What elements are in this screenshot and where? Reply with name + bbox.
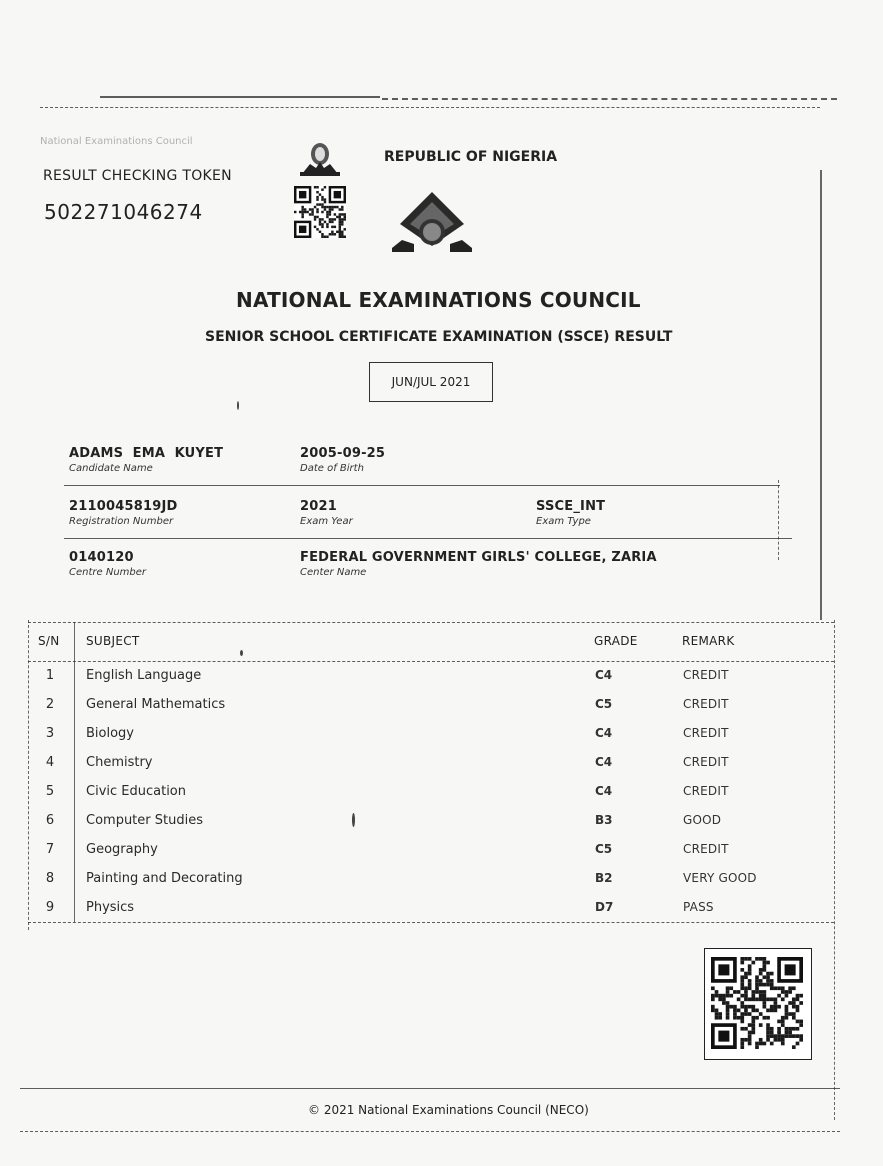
row-remark: VERY GOOD bbox=[683, 871, 757, 885]
top-border-line bbox=[100, 96, 380, 98]
row-sn: 9 bbox=[45, 900, 55, 915]
info-right-tick bbox=[778, 480, 779, 560]
registration-number-field bbox=[69, 499, 177, 527]
dob-field bbox=[300, 446, 385, 474]
centre-name-field bbox=[300, 550, 657, 578]
dob-value: 2005-09-25 bbox=[300, 446, 386, 461]
row-grade: B2 bbox=[595, 871, 613, 885]
footer-top-line bbox=[20, 1088, 840, 1089]
table-top-border bbox=[28, 622, 834, 623]
row-subject: Biology bbox=[86, 726, 134, 741]
scan-speck bbox=[237, 401, 239, 410]
candidate-name-label: Candidate Name bbox=[69, 463, 153, 474]
row-sn: 6 bbox=[45, 813, 55, 828]
qr-code-icon bbox=[294, 186, 346, 238]
dob-label: Date of Birth bbox=[300, 463, 364, 474]
row-remark: CREDIT bbox=[683, 755, 729, 769]
centre-number-label: Centre Number bbox=[69, 567, 147, 578]
candidate-name-field bbox=[69, 446, 223, 474]
row-sn: 7 bbox=[45, 842, 55, 857]
issuer-faded-text: National Examinations Council bbox=[40, 136, 193, 147]
top-border-line-right bbox=[382, 98, 837, 100]
row-remark: CREDIT bbox=[683, 668, 729, 682]
table-bottom-border bbox=[28, 922, 834, 923]
country-title: REPUBLIC OF NIGERIA bbox=[384, 149, 558, 165]
column-header-sn: S/N bbox=[38, 634, 60, 648]
row-remark: CREDIT bbox=[683, 784, 729, 798]
left-page-border bbox=[28, 620, 29, 930]
table-header-border bbox=[28, 661, 834, 662]
right-page-border bbox=[820, 170, 822, 620]
info-divider-1 bbox=[64, 485, 780, 486]
row-subject: Chemistry bbox=[86, 755, 153, 770]
exam-type-value: SSCE_INT bbox=[536, 499, 606, 514]
row-grade: C5 bbox=[595, 697, 613, 711]
council-title: NATIONAL EXAMINATIONS COUNCIL bbox=[236, 288, 641, 312]
row-sn: 2 bbox=[45, 697, 55, 712]
neco-logo-icon bbox=[392, 190, 472, 258]
top-border-line-inner bbox=[40, 107, 820, 108]
scan-speck bbox=[352, 813, 355, 827]
registration-number-label: Registration Number bbox=[69, 516, 174, 527]
row-subject: English Language bbox=[86, 668, 202, 683]
row-subject: Physics bbox=[86, 900, 135, 915]
scan-speck bbox=[240, 650, 243, 656]
row-remark: PASS bbox=[683, 900, 714, 914]
exam-title: SENIOR SCHOOL CERTIFICATE EXAMINATION (SSCE) RESULT bbox=[205, 329, 673, 345]
row-subject: Civic Education bbox=[86, 784, 186, 799]
row-remark: CREDIT bbox=[683, 697, 729, 711]
footer-bottom-line bbox=[20, 1131, 840, 1132]
column-header-remark: REMARK bbox=[682, 634, 735, 648]
centre-number-value: 0140120 bbox=[69, 550, 134, 565]
right-page-border-lower bbox=[834, 620, 835, 1120]
verification-qr-code-icon bbox=[704, 948, 812, 1060]
exam-year-field bbox=[300, 499, 353, 527]
row-sn: 3 bbox=[45, 726, 55, 741]
row-grade: C4 bbox=[595, 784, 613, 798]
row-grade: C4 bbox=[595, 668, 613, 682]
exam-type-label: Exam Type bbox=[536, 516, 591, 527]
column-header-grade: GRADE bbox=[594, 634, 638, 648]
row-grade: C4 bbox=[595, 755, 613, 769]
exam-year-value: 2021 bbox=[300, 499, 337, 514]
token-title: RESULT CHECKING TOKEN bbox=[43, 168, 232, 184]
row-remark: GOOD bbox=[683, 813, 722, 827]
copyright-text: © 2021 National Examinations Council (NECO) bbox=[308, 1103, 589, 1117]
session-badge: JUN/JUL 2021 bbox=[369, 362, 493, 402]
coat-of-arms-icon bbox=[296, 138, 344, 178]
row-sn: 4 bbox=[45, 755, 55, 770]
registration-number-value: 2110045819JD bbox=[69, 499, 178, 514]
row-grade: D7 bbox=[595, 900, 614, 914]
row-subject: Painting and Decorating bbox=[86, 871, 243, 886]
info-divider-2 bbox=[64, 538, 792, 539]
row-remark: CREDIT bbox=[683, 842, 729, 856]
row-grade: C4 bbox=[595, 726, 613, 740]
row-subject: General Mathematics bbox=[86, 697, 226, 712]
row-grade: B3 bbox=[595, 813, 613, 827]
exam-type-field bbox=[536, 499, 605, 527]
centre-name-label: Center Name bbox=[300, 567, 367, 578]
row-subject: Computer Studies bbox=[86, 813, 203, 828]
table-col-divider bbox=[74, 622, 75, 922]
candidate-name-value: ADAMS EMA KUYET bbox=[69, 446, 224, 461]
row-sn: 8 bbox=[45, 871, 55, 886]
exam-year-label: Exam Year bbox=[300, 516, 353, 527]
row-remark: CREDIT bbox=[683, 726, 729, 740]
token-value: 502271046274 bbox=[44, 200, 203, 224]
row-sn: 1 bbox=[45, 668, 55, 683]
centre-name-value: FEDERAL GOVERNMENT GIRLS' COLLEGE, ZARIA bbox=[300, 550, 657, 565]
column-header-subject: SUBJECT bbox=[86, 634, 140, 648]
row-subject: Geography bbox=[86, 842, 158, 857]
row-sn: 5 bbox=[45, 784, 55, 799]
centre-number-field bbox=[69, 550, 146, 578]
row-grade: C5 bbox=[595, 842, 613, 856]
